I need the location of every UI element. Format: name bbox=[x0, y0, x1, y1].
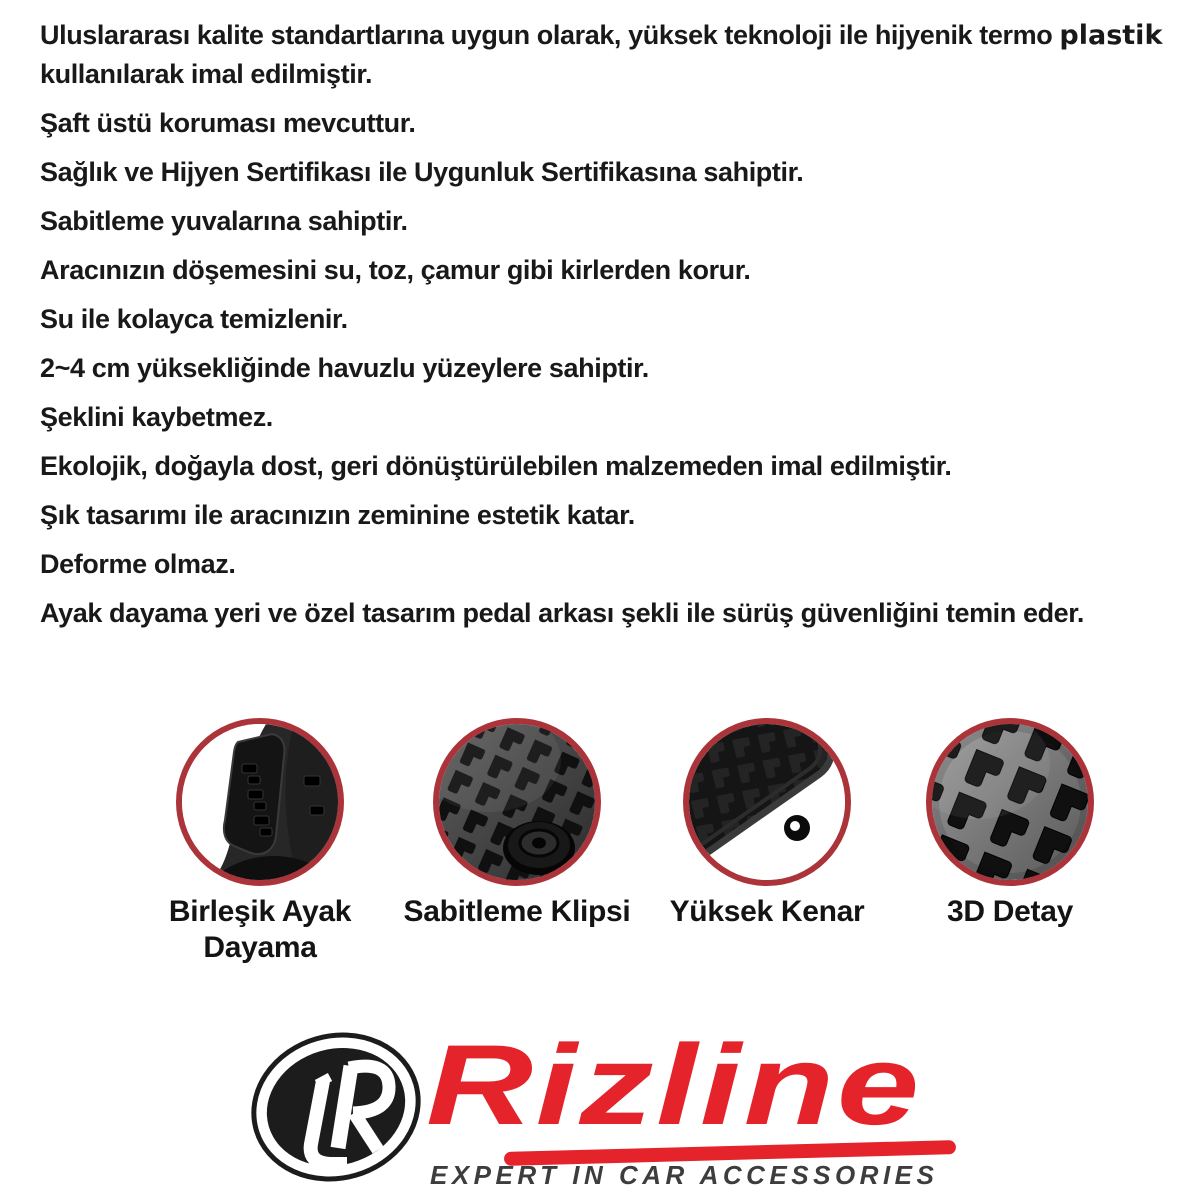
feature-text-plastik-emphasis: plastik bbox=[1059, 20, 1163, 51]
feature-caption bbox=[895, 894, 1125, 930]
feature-item: Su ile kolayca temizlenir. bbox=[40, 304, 348, 334]
rizline-wordmark: Rizline bbox=[426, 1022, 922, 1149]
footrest-photo bbox=[182, 724, 338, 880]
feature-item: Şeklini kaybetmez. bbox=[40, 402, 273, 432]
brand-tagline: EXPERT IN CAR ACCESSORIES bbox=[430, 1160, 939, 1190]
3d-detail-photo bbox=[932, 724, 1088, 880]
caption-line: 3D Detay bbox=[947, 895, 1073, 928]
red-ring-frame bbox=[683, 718, 851, 886]
caption-line: Sabitleme Klipsi bbox=[403, 895, 631, 928]
feature-item bbox=[40, 16, 1175, 55]
feature-circle-high-edge bbox=[652, 718, 882, 930]
feature-caption bbox=[402, 894, 632, 930]
feature-item: Ayak dayama yeri ve özel tasarım pedal arkası şekli ile sürüş güvenliğini temin eder. bbox=[40, 598, 1085, 628]
brand-logo bbox=[250, 1022, 1010, 1200]
caption-line: Yüksek Kenar bbox=[669, 895, 865, 928]
feature-item: Aracınızın döşemesini su, toz, çamur gibi kirlerden korur. bbox=[40, 255, 751, 285]
feature-caption bbox=[652, 894, 882, 930]
red-ring-frame bbox=[433, 718, 601, 886]
feature-item: Ekolojik, doğayla dost, geri dönüştürülebilen malzemeden imal edilmiştir. bbox=[40, 451, 952, 481]
feature-item: kullanılarak imal edilmiştir. bbox=[40, 59, 373, 89]
feature-text: Uluslararası kalite standartlarına uygun olarak, yüksek teknoloji ile hijyenik termo bbox=[40, 20, 1060, 50]
rizline-lr-emblem-icon bbox=[250, 1032, 422, 1182]
fixing-clip-photo bbox=[439, 724, 595, 880]
feature-item: Deforme olmaz. bbox=[40, 549, 236, 579]
feature-circle-fixing-clip bbox=[402, 718, 632, 930]
high-edge-photo bbox=[689, 724, 845, 880]
caption-line: Dayama bbox=[203, 931, 317, 964]
feature-item: Şaft üstü koruması mevcuttur. bbox=[40, 108, 416, 138]
feature-list bbox=[40, 16, 1175, 643]
feature-caption bbox=[145, 894, 375, 966]
feature-item: Sağlık ve Hijyen Sertifikası ile Uygunluk Sertifikasına sahiptir. bbox=[40, 157, 804, 187]
red-ring-frame bbox=[176, 718, 344, 886]
feature-circle-3d-detail bbox=[895, 718, 1125, 930]
red-ring-frame bbox=[926, 718, 1094, 886]
feature-circle-combined-footrest bbox=[145, 718, 375, 966]
feature-item: 2~4 cm yüksekliğinde havuzlu yüzeylere sahiptir. bbox=[40, 353, 649, 383]
feature-item: Sabitleme yuvalarına sahiptir. bbox=[40, 206, 408, 236]
feature-item: Şık tasarımı ile aracınızın zeminine estetik katar. bbox=[40, 500, 635, 530]
caption-line: Birleşik Ayak bbox=[168, 895, 352, 928]
